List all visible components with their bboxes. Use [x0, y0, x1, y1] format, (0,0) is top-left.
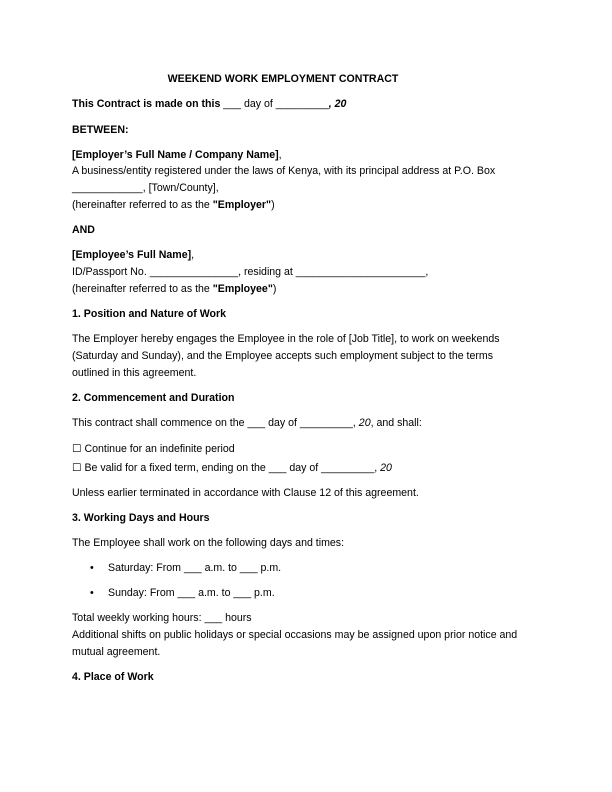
- employee-name-suffix: ,: [191, 249, 195, 261]
- section1-heading: 1. Position and Nature of Work: [72, 308, 227, 320]
- section2-heading: 2. Commencement and Duration: [72, 392, 235, 404]
- bullet-icon: •: [90, 587, 94, 599]
- section1-line: outlined in this agreement.: [72, 367, 197, 379]
- contract-date-line: [72, 98, 346, 111]
- intro-mid: day of: [243, 98, 273, 110]
- commencement-line: [72, 417, 422, 430]
- employer-address-line1: A business/entity registered under the laws of Kenya, with its principal address at P.O. Box: [72, 165, 496, 177]
- section1-line: (Saturday and Sunday), and the Employee accepts such employment subject to the terms: [72, 350, 494, 362]
- employer-ref-bold: "Employer": [212, 199, 272, 211]
- working-times-intro: The Employee shall work on the following days and times:: [72, 537, 345, 549]
- employee-ref-prefix: (hereinafter referred to as the: [72, 283, 213, 295]
- fixed-term-checkbox[interactable]: [72, 462, 392, 475]
- termination-clause: Unless earlier terminated in accordance with Clause 12 of this agreement.: [72, 487, 419, 499]
- total-weekly-hours: Total weekly working hours: ___ hours: [72, 612, 252, 624]
- employee-ref-bold: "Employee": [212, 283, 273, 295]
- commence-suffix: , and shall:: [370, 417, 422, 429]
- and-label: AND: [72, 224, 95, 236]
- intro-year: , 20: [328, 98, 347, 110]
- sunday-hours: Sunday: From ___ a.m. to ___ p.m.: [108, 587, 275, 599]
- employer-address-line2: ____________, [Town/County],: [72, 182, 219, 194]
- employer-name-suffix: ,: [278, 149, 282, 161]
- bullet-icon: •: [90, 562, 94, 574]
- additional-shifts-line2: mutual agreement.: [72, 646, 161, 658]
- commence-year: 20: [355, 417, 371, 429]
- employee-ref-suffix: ): [272, 283, 277, 295]
- fixed-term-year: 20: [377, 462, 392, 474]
- employer-name: [Employer’s Full Name / Company Name]: [72, 149, 279, 161]
- section4-heading: 4. Place of Work: [72, 671, 154, 683]
- employee-reference-line: [72, 283, 276, 296]
- fixed-term-prefix: ☐ Be valid for a fixed term, ending on the ___ day of _________,: [72, 462, 378, 474]
- employee-name-line: [72, 249, 194, 262]
- employee-name: [Employee’s Full Name]: [72, 249, 192, 261]
- employer-name-line: [72, 149, 282, 162]
- document-title: WEEKEND WORK EMPLOYMENT CONTRACT: [167, 73, 399, 85]
- employer-reference-line: [72, 199, 275, 212]
- intro-prefix: This Contract is made on this: [72, 98, 221, 110]
- between-label: BETWEEN:: [72, 124, 129, 136]
- section3-heading: 3. Working Days and Hours: [72, 512, 210, 524]
- intro-blank-month: _________: [275, 98, 329, 110]
- additional-shifts-line1: Additional shifts on public holidays or special occasions may be assigned upon prior notice and: [72, 629, 518, 641]
- employer-ref-prefix: (hereinafter referred to as the: [72, 199, 213, 211]
- saturday-hours: Saturday: From ___ a.m. to ___ p.m.: [108, 562, 282, 574]
- commence-prefix: This contract shall commence on the ___ day of _________,: [72, 417, 356, 429]
- employee-id-line: ID/Passport No. _______________, residing at ______________________,: [72, 266, 429, 278]
- indefinite-period-checkbox[interactable]: ☐ Continue for an indefinite period: [72, 443, 235, 455]
- section1-line: The Employer hereby engages the Employee in the role of [Job Title], to work on weekends: [72, 333, 500, 345]
- employer-ref-suffix: ): [271, 199, 275, 211]
- intro-blank-day: ___: [223, 98, 241, 110]
